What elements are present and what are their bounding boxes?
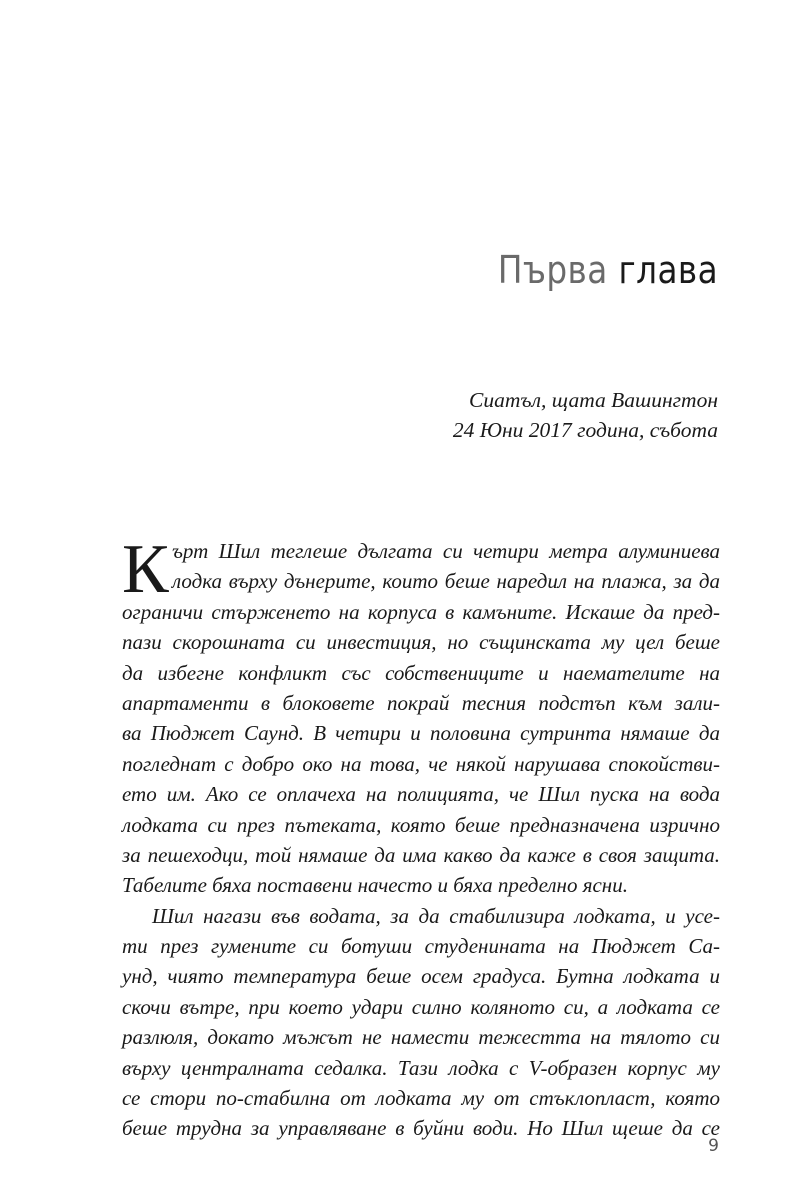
text-line: лодката си през пътеката, която беше предназначена изрично xyxy=(122,812,720,837)
text-line: апартаменти в блоковете покрай тесния подстъп към зали- xyxy=(122,690,720,715)
body-text xyxy=(122,531,720,1144)
text-line: ето им. Ако се оплачеха на полицията, че Шил пуска на вода xyxy=(122,782,720,807)
text-line: Шил нагази във водата, за да стабилизира лодката, и усе- xyxy=(152,903,720,928)
page-number: 9 xyxy=(708,1136,719,1156)
dateline xyxy=(453,385,718,445)
text-line: върху централната седалка. Тази лодка с V-образен корпус му xyxy=(122,1055,720,1080)
paragraph-2 xyxy=(122,901,720,1144)
drop-cap: К xyxy=(122,531,169,608)
text-line: ърт Шил теглеше дългата си четири метра алуминиева xyxy=(172,539,720,563)
dateline-place: Сиатъл, щата Вашингтон xyxy=(469,388,718,412)
text-line: да избегне конфликт със собствениците и наемателите на xyxy=(122,660,720,685)
text-line: унд, чиято температура беше осем градуса. Бутна лодката и xyxy=(122,964,720,989)
text-line: разлюля, докато мъжът не намести тежестта на тялото си xyxy=(122,1025,720,1050)
text-line: погледнат с добро око на това, че някой нарушава спокойстви- xyxy=(122,751,720,776)
text-line: ва Пюджет Саунд. В четири и половина сутринта нямаше да xyxy=(122,721,720,746)
text-line: скочи вътре, при което удари силно коляното си, а лодката се xyxy=(122,994,720,1019)
text-line: лодка върху дънерите, които беше наредил на плажа, за да xyxy=(172,569,720,594)
chapter-title-word-2: глава xyxy=(618,248,718,292)
text-line: беше трудна за управляване в буйни води. Но Шил щеше да се xyxy=(122,1116,720,1141)
text-line: се стори по-стабилна от лодката му от стъклопласт, която xyxy=(122,1086,720,1111)
text-line: ограничи стърженето на корпуса в камъните. Искаше да пред- xyxy=(122,599,720,624)
text-line: пази скорошната си инвестиция, но същинската му цел беше xyxy=(122,630,720,655)
paragraph-1 xyxy=(122,531,720,901)
text-line: Табелите бяха поставени начесто и бяха пределно ясни. xyxy=(122,873,628,898)
text-line: ти през гумените си ботуши студенината на Пюджет Са- xyxy=(122,934,720,959)
text-line: за пешеходци, той нямаше да има какво да каже в своя защита. xyxy=(122,842,720,867)
chapter-title xyxy=(498,248,718,292)
chapter-title-word-1: Първа xyxy=(497,248,608,292)
dateline-date: 24 Юни 2017 година, събота xyxy=(452,418,718,442)
